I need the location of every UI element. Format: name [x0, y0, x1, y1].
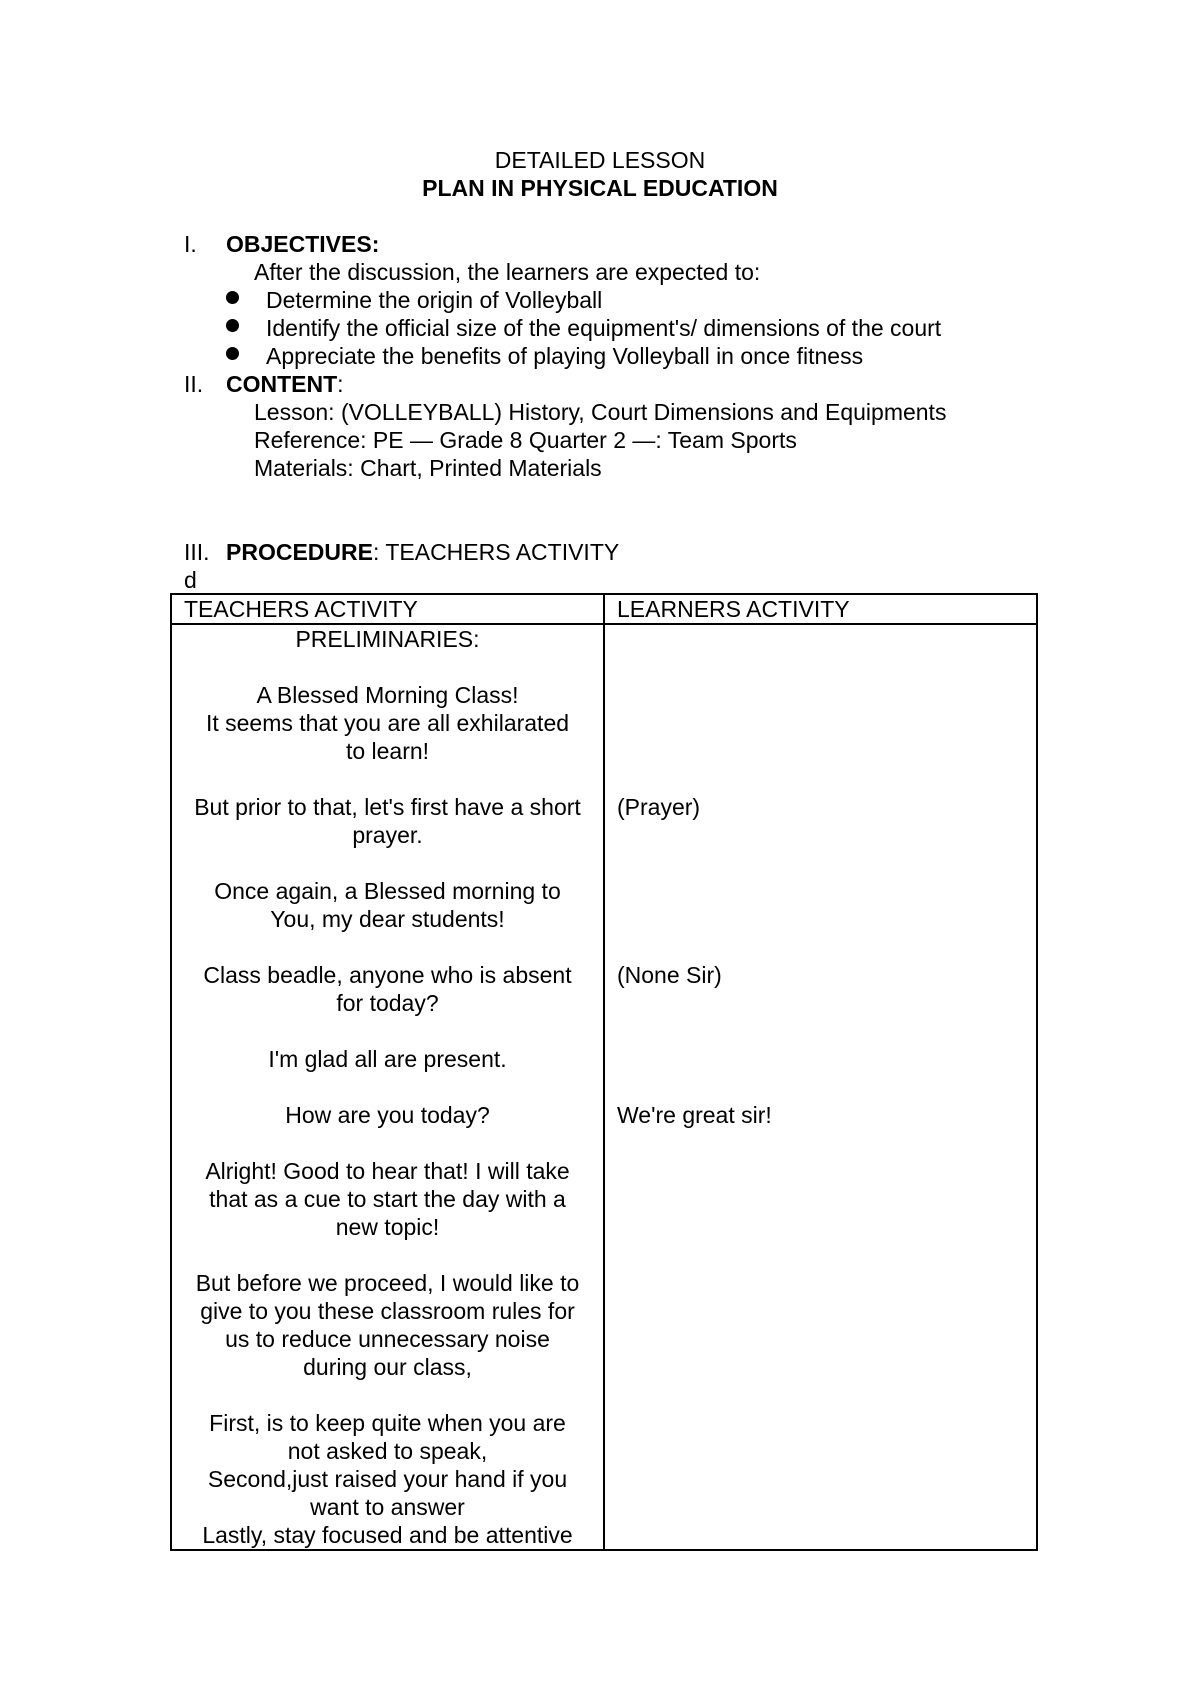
- learner-line: (Prayer): [617, 794, 701, 820]
- learner-line: [617, 653, 1036, 681]
- teacher-line: [172, 849, 603, 877]
- objectives-number: I.: [184, 231, 197, 257]
- teacher-line: I'm glad all are present.: [268, 1046, 507, 1072]
- teacher-line: during our class,: [303, 1354, 472, 1380]
- teacher-line: [172, 653, 603, 681]
- procedure-subheading: : TEACHERS ACTIVITY: [372, 539, 620, 565]
- teacher-line: PRELIMINARIES:: [295, 626, 480, 652]
- objective-item: Identify the official size of the equipment's/ dimensions of the court: [266, 315, 942, 341]
- bullet-icon: [226, 319, 239, 332]
- teacher-line: want to answer: [310, 1494, 465, 1520]
- teacher-line: give to you these classroom rules for: [200, 1298, 575, 1324]
- teacher-line: prayer.: [352, 822, 423, 848]
- learner-line: [617, 1045, 1036, 1073]
- bullet-icon: [226, 347, 239, 360]
- content-section: [0, 370, 1200, 398]
- learner-line: [617, 1073, 1036, 1101]
- document-title-line2: PLAN IN PHYSICAL EDUCATION: [422, 175, 778, 201]
- teacher-line: [172, 765, 603, 793]
- learner-line: [617, 989, 1036, 1017]
- teacher-line: not asked to speak,: [287, 1438, 488, 1464]
- procedure-heading: PROCEDURE: [226, 539, 373, 565]
- content-number: II.: [184, 371, 204, 397]
- teacher-line: Class beadle, anyone who is absent: [203, 962, 572, 988]
- learner-line: We're great sir!: [617, 1102, 772, 1128]
- procedure-stray-text: d: [184, 567, 197, 593]
- document-title-line1: DETAILED LESSON: [494, 147, 706, 173]
- learner-activity-cell: [604, 624, 1037, 1550]
- learner-line: [617, 821, 1036, 849]
- procedure-number: III.: [184, 539, 210, 565]
- teacher-column-header: TEACHERS ACTIVITY: [171, 594, 604, 624]
- teacher-line: Alright! Good to hear that! I will take: [205, 1158, 570, 1184]
- teacher-line: Once again, a Blessed morning to: [214, 878, 561, 904]
- table-header-row: [171, 594, 1037, 624]
- teacher-line: that as a cue to start the day with a: [209, 1186, 566, 1212]
- teacher-line: You, my dear students!: [270, 906, 505, 932]
- activity-table: [170, 593, 1038, 1551]
- teacher-line: A Blessed Morning Class!: [256, 682, 519, 708]
- learner-line: [617, 1017, 1036, 1045]
- teacher-line: It seems that you are all exhilarated: [205, 710, 570, 736]
- objectives-heading: OBJECTIVES:: [226, 231, 380, 257]
- learner-line: [617, 709, 1036, 737]
- objectives-section: [0, 230, 1200, 258]
- teacher-line: [172, 1129, 603, 1157]
- learner-line: (None Sir): [617, 962, 722, 988]
- procedure-section: [0, 538, 1200, 566]
- teacher-line: for today?: [336, 990, 439, 1016]
- teacher-line: But before we proceed, I would like to: [195, 1270, 580, 1296]
- content-colon: :: [337, 371, 344, 397]
- learner-line: [617, 933, 1036, 961]
- table-row: [171, 624, 1037, 1550]
- content-heading: CONTENT: [226, 371, 338, 397]
- teacher-line: Lastly, stay focused and be attentive: [202, 1522, 573, 1548]
- learner-line: [617, 877, 1036, 905]
- content-materials: Materials: Chart, Printed Materials: [254, 455, 602, 481]
- teacher-line: Second,just raised your hand if you: [207, 1466, 568, 1492]
- objective-item: Appreciate the benefits of playing Volleyball in once fitness: [266, 343, 864, 369]
- teacher-line: new topic!: [335, 1214, 440, 1240]
- learner-line: [617, 737, 1036, 765]
- objective-item: Determine the origin of Volleyball: [266, 287, 603, 313]
- teacher-line: [172, 1381, 603, 1409]
- learner-line: [617, 849, 1036, 877]
- learner-column-header: LEARNERS ACTIVITY: [604, 594, 1037, 624]
- teacher-line: First, is to keep quite when you are: [209, 1410, 566, 1436]
- teacher-activity-cell: [171, 624, 604, 1550]
- objectives-intro: After the discussion, the learners are expected to:: [254, 259, 761, 285]
- learner-line: [617, 905, 1036, 933]
- content-lesson: Lesson: (VOLLEYBALL) History, Court Dimensions and Equipments: [254, 399, 947, 425]
- teacher-line: us to reduce unnecessary noise: [225, 1326, 550, 1352]
- teacher-line: But prior to that, let's first have a short: [194, 794, 581, 820]
- teacher-line: [172, 1017, 603, 1045]
- bullet-icon: [226, 291, 239, 304]
- teacher-line: to learn!: [345, 738, 430, 764]
- teacher-line: [172, 1073, 603, 1101]
- content-reference: Reference: PE — Grade 8 Quarter 2 —: Team Sports: [254, 427, 797, 453]
- procedure-heading-wrap: [226, 538, 619, 566]
- learner-line: [617, 681, 1036, 709]
- teacher-line: How are you today?: [285, 1102, 490, 1128]
- learner-line: [617, 625, 1036, 653]
- content-heading-wrap: [226, 370, 344, 398]
- teacher-line: [172, 1241, 603, 1269]
- learner-line: [617, 765, 1036, 793]
- teacher-line: [172, 933, 603, 961]
